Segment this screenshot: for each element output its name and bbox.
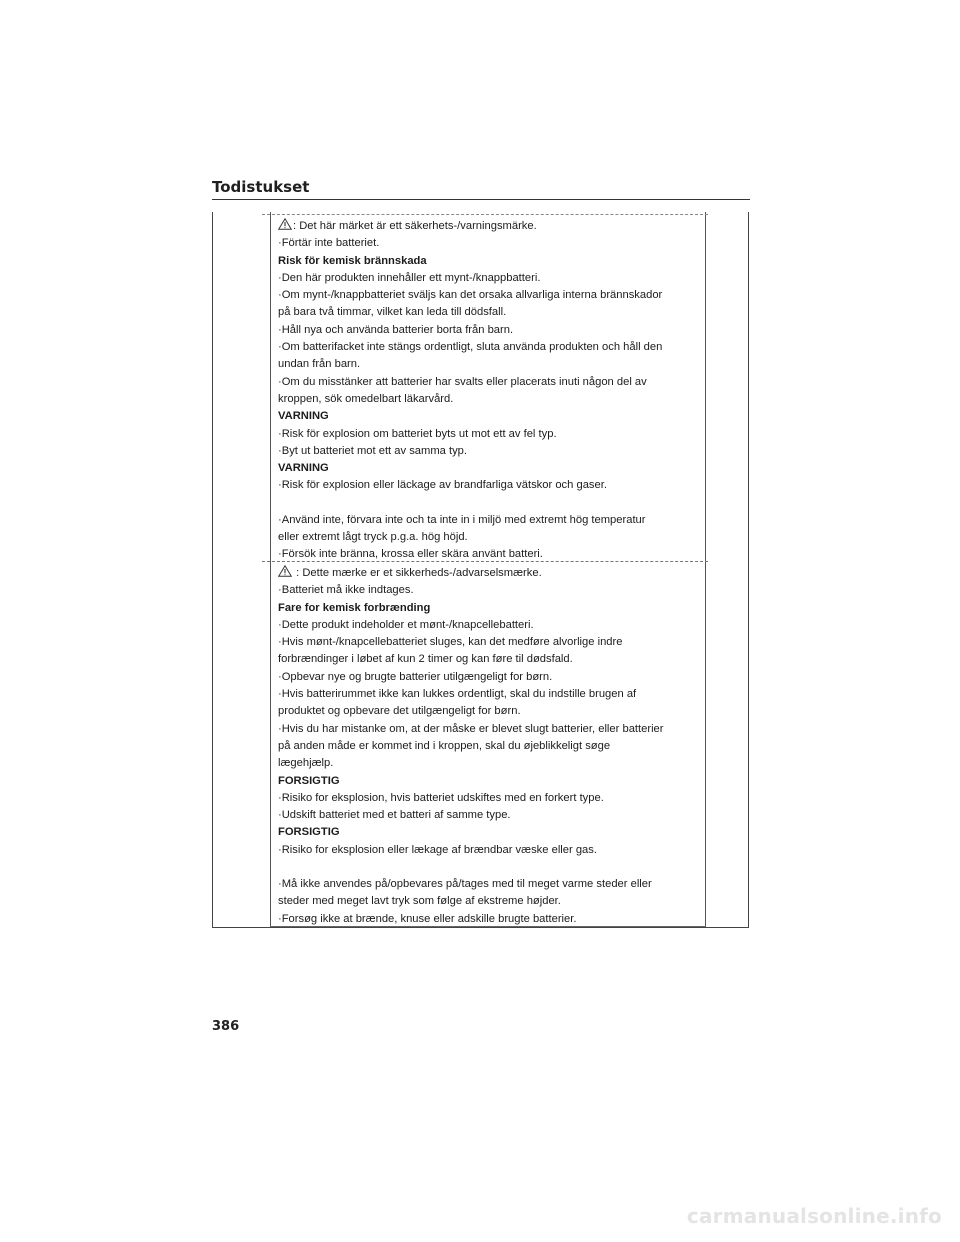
text-line-content: ·Förtär inte batteriet. — [278, 237, 380, 250]
text-line-content: ·Risiko for eksplosion eller lækage af brændbar væske eller gas. — [278, 843, 597, 856]
text-line — [278, 582, 698, 599]
text-line — [278, 721, 698, 738]
text-line — [278, 669, 698, 686]
text-line — [278, 546, 698, 563]
section-title: Todistukset — [212, 178, 310, 196]
text-line-content: undan från barn. — [278, 358, 361, 371]
text-line — [278, 703, 698, 720]
text-line-content: ·Hvis du har mistanke om, at der måske er blevet slugt batterier, eller batterier — [278, 722, 664, 735]
text-line — [278, 218, 698, 235]
text-line-content: ·Håll nya och använda batterier borta från barn. — [278, 323, 514, 336]
text-line-content: FORSIGTIG — [278, 826, 340, 839]
text-line — [278, 443, 698, 460]
text-line — [278, 304, 698, 321]
text-line-content: FORSIGTIG — [278, 774, 340, 787]
text-line-content: ·Udskift batteriet med et batteri af samme type. — [278, 809, 511, 822]
text-line-content: ·Om batterifacket inte stängs ordentligt, sluta använda produkten och håll den — [278, 341, 663, 354]
top-dashed-rule — [262, 214, 708, 215]
text-line-content: lægehjælp. — [278, 757, 334, 770]
swedish-safety-text — [278, 218, 698, 564]
text-line — [278, 634, 698, 651]
text-line-content: ·Använd inte, förvara inte och ta inte in i miljö med extremt hög temperatur — [278, 513, 646, 526]
text-line — [278, 565, 698, 582]
text-line-content: ·Risiko for eksplosion, hvis batteriet udskiftes med en forkert type. — [278, 791, 604, 804]
text-line-content: ·Risk för explosion eller läckage av brandfarliga vätskor och gaser. — [278, 479, 607, 492]
text-line-content: kroppen, sök omedelbart läkarvård. — [278, 392, 454, 405]
text-line — [278, 512, 698, 529]
text-line — [278, 651, 698, 668]
warning-heading — [278, 253, 698, 270]
text-line-content: ·Den här produkten innehåller ett mynt-/knappbatteri. — [278, 271, 541, 284]
text-line — [278, 876, 698, 893]
text-line — [278, 477, 698, 494]
text-line-content: ·Batteriet må ikke indtages. — [278, 584, 414, 597]
warning-heading — [278, 460, 698, 477]
text-line — [278, 807, 698, 824]
text-line-content: VARNING — [278, 462, 329, 475]
text-line-content: ·Må ikke anvendes på/opbevares på/tages med til meget varme steder eller — [278, 878, 652, 891]
text-line — [278, 790, 698, 807]
text-line — [278, 287, 698, 304]
text-line — [278, 529, 698, 546]
text-line-content: eller extremt lågt tryck p.g.a. hög höjd. — [278, 531, 468, 544]
text-line-content: Risk för kemisk brännskada — [278, 254, 427, 267]
text-line-content: ·Hvis mønt-/knapcellebatteriet sluges, kan det medføre alvorlige indre — [278, 636, 623, 649]
page-number: 386 — [212, 1019, 240, 1034]
text-line-content: på anden måde er kommet ind i kroppen, skal du øjeblikkeligt søge — [278, 739, 611, 752]
warning-triangle-icon — [278, 218, 292, 230]
paragraph-gap — [278, 495, 698, 512]
text-line — [278, 391, 698, 408]
text-line — [278, 738, 698, 755]
text-line — [278, 617, 698, 634]
text-line-content: VARNING — [278, 410, 329, 423]
text-line — [278, 270, 698, 287]
warning-heading — [278, 600, 698, 617]
text-line-content: ·Risk för explosion om batteriet byts ut mot ett av fel typ. — [278, 427, 557, 440]
text-line-content: steder med meget lavt tryk som følge af ekstreme højder. — [278, 895, 561, 908]
text-line-content: ·Om du misstänker att batterier har svalts eller placerats inuti någon del av — [278, 375, 647, 388]
text-line — [278, 686, 698, 703]
text-line — [278, 842, 698, 859]
text-line — [278, 356, 698, 373]
text-line-content: ·Försök inte bränna, krossa eller skära använt batteri. — [278, 548, 543, 561]
text-line — [278, 893, 698, 910]
danish-safety-text — [278, 565, 698, 928]
text-line-content: ·Om mynt-/knappbatteriet sväljs kan det orsaka allvarliga interna brännskador — [278, 289, 663, 302]
text-line — [278, 755, 698, 772]
text-line-content: ·Dette produkt indeholder et mønt-/knapcellebatteri. — [278, 618, 534, 631]
text-line — [278, 339, 698, 356]
warning-heading — [278, 773, 698, 790]
warning-heading — [278, 408, 698, 425]
text-line-content: på bara två timmar, vilket kan leda till dödsfall. — [278, 306, 507, 319]
text-line-content: ·Byt ut batteriet mot ett av samma typ. — [278, 444, 468, 457]
text-line-content: ·Hvis batterirummet ikke kan lukkes ordentligt, skal du indstille brugen af — [278, 688, 637, 701]
text-line-content: ·Forsøg ikke at brænde, knuse eller adskille brugte batterier. — [278, 912, 577, 925]
title-divider — [212, 199, 750, 200]
text-line-content: Fare for kemisk forbrænding — [278, 601, 431, 614]
text-line — [278, 235, 698, 252]
text-line — [278, 911, 698, 928]
warning-heading — [278, 824, 698, 841]
text-line-content: produktet og opbevare det utilgængeligt for børn. — [278, 705, 521, 718]
text-line — [278, 426, 698, 443]
watermark: carmanualsonline.info — [686, 1204, 942, 1228]
text-line-content: : Dette mærke er et sikkerheds-/advarselsmærke. — [293, 567, 542, 579]
text-line-content: ·Opbevar nye og brugte batterier utilgængeligt for børn. — [278, 670, 553, 683]
text-line — [278, 322, 698, 339]
warning-triangle-icon — [278, 565, 292, 577]
text-line-content: : Det här märket är ett säkerhets-/varningsmärke. — [293, 220, 537, 232]
text-line — [278, 374, 698, 391]
text-line-content: forbrændinger i løbet af kun 2 timer og kan føre til dødsfald. — [278, 653, 573, 666]
paragraph-gap — [278, 859, 698, 876]
